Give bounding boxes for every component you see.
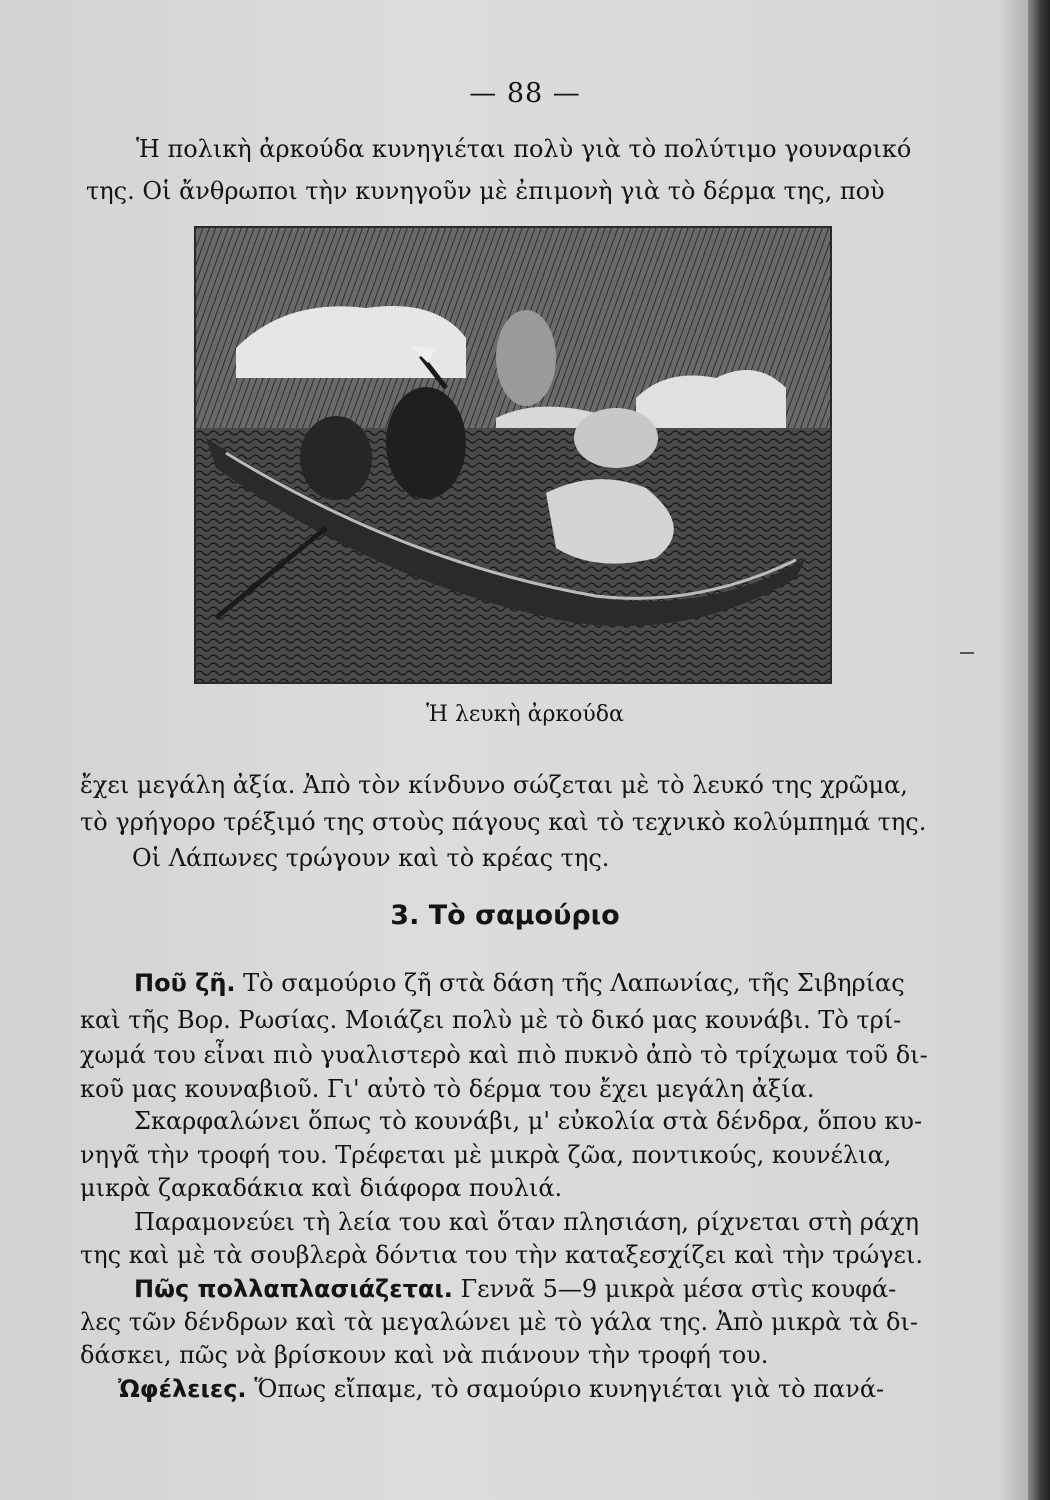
section-heading: 3. Τὸ σαμούριο — [390, 900, 620, 931]
where-lives-line-1 — [134, 968, 905, 998]
page-number: — 88 — — [469, 78, 581, 109]
figure-caption: Ἡ λευκὴ ἀρκούδα — [426, 702, 624, 727]
bear-swimming — [574, 408, 658, 468]
hunting-line-1: Παραμονεύει τὴ λεία του καὶ ὅταν πλησιάση, ρίχνεται στὴ ράχη — [134, 1208, 920, 1236]
reproduction-term: Πῶς πολλαπλασιάζεται. — [134, 1275, 453, 1303]
benefits-line-1-text: Ὅπως εἴπαμε, τὸ σαμούριο κυνηγιέται γιὰ τὸ πανά- — [254, 1375, 885, 1403]
benefits-line-1 — [118, 1374, 884, 1404]
where-lives-line-3: χωμά του εἶναι πιὸ γυαλιστερὸ καὶ πιὸ πυκνὸ ἀπὸ τὸ τρίχωμα τοῦ δι- — [80, 1041, 928, 1069]
hunter-with-axe — [386, 387, 466, 499]
reproduction-line-2: λες τῶν δένδρων καὶ τὰ μεγαλώνει μὲ τὸ γάλα της. Ἀπὸ μικρὰ τὰ δι- — [80, 1308, 919, 1336]
where-lives-line-1-text: Τὸ σαμούριο ζῆ στὰ δάση τῆς Λαπωνίας, τῆς Σιβηρίας — [243, 969, 905, 997]
margin-mark — [960, 652, 974, 654]
hunter-seated — [300, 416, 372, 500]
after-figure-line-1: ἔχει μεγάλη ἀξία. Ἀπὸ τὸν κίνδυνο σώζεται μὲ τὸ λευκό της χρῶμα, — [80, 771, 908, 799]
hunting-line-2: της καὶ μὲ τὰ σουβλερὰ δόντια του τὴν καταξεσχίζει καὶ τὴν τρώγει. — [80, 1241, 923, 1269]
intro-line-1: Ἡ πολικὴ ἀρκούδα κυνηγιέται πολὺ γιὰ τὸ πολύτιμο γουναρικό — [136, 135, 912, 163]
after-figure-line-2: τὸ γρήγορο τρέξιμό της στοὺς πάγους καὶ τὸ τεχνικὸ κολύμπημά της. — [80, 808, 927, 836]
book-spine — [1028, 0, 1050, 1500]
benefits-term: Ὠφέλειες. — [118, 1375, 247, 1403]
illustration-artwork — [196, 228, 830, 682]
reproduction-line-1-text: Γεννᾶ 5—9 μικρὰ μέσα στὶς κουφά- — [460, 1275, 897, 1303]
climbing-line-1: Σκαρφαλώνει ὅπως τὸ κουνάβι, μ' εὐκολία στὰ δένδρα, ὅπου κυ- — [134, 1107, 923, 1135]
intro-line-2: της. Οἱ ἄνθρωποι τὴν κυνηγοῦν μὲ ἐπιμονὴ γιὰ τὸ δέρμα της, ποὺ — [86, 177, 885, 205]
after-figure-line-3: Οἱ Λάπωνες τρώγουν καὶ τὸ κρέας της. — [132, 844, 610, 872]
reproduction-line-3: δάσκει, πῶς νὰ βρίσκουν καὶ νὰ πιάνουν τὴν τροφή του. — [80, 1341, 769, 1369]
where-lives-line-4: κοῦ μας κουναβιοῦ. Γι' αὐτὸ τὸ δέρμα του ἔχει μεγάλη ἀξία. — [80, 1075, 815, 1103]
where-lives-term: Ποῦ ζῆ. — [134, 969, 236, 997]
climbing-line-2: νηγᾶ τὴν τροφή του. Τρέφεται μὲ μικρὰ ζῶα, ποντικούς, κουνέλια, — [80, 1141, 892, 1169]
polar-bear-illustration — [194, 226, 832, 684]
where-lives-line-2: καὶ τῆς Βορ. Ρωσίας. Μοιάζει πολὺ μὲ τὸ δικό μας κουνάβι. Τὸ τρί- — [80, 1006, 902, 1034]
bear-rearing — [496, 310, 556, 406]
climbing-line-3: μικρὰ ζαρκαδάκια καὶ διάφορα πουλιά. — [80, 1174, 563, 1202]
reproduction-line-1 — [134, 1274, 896, 1304]
